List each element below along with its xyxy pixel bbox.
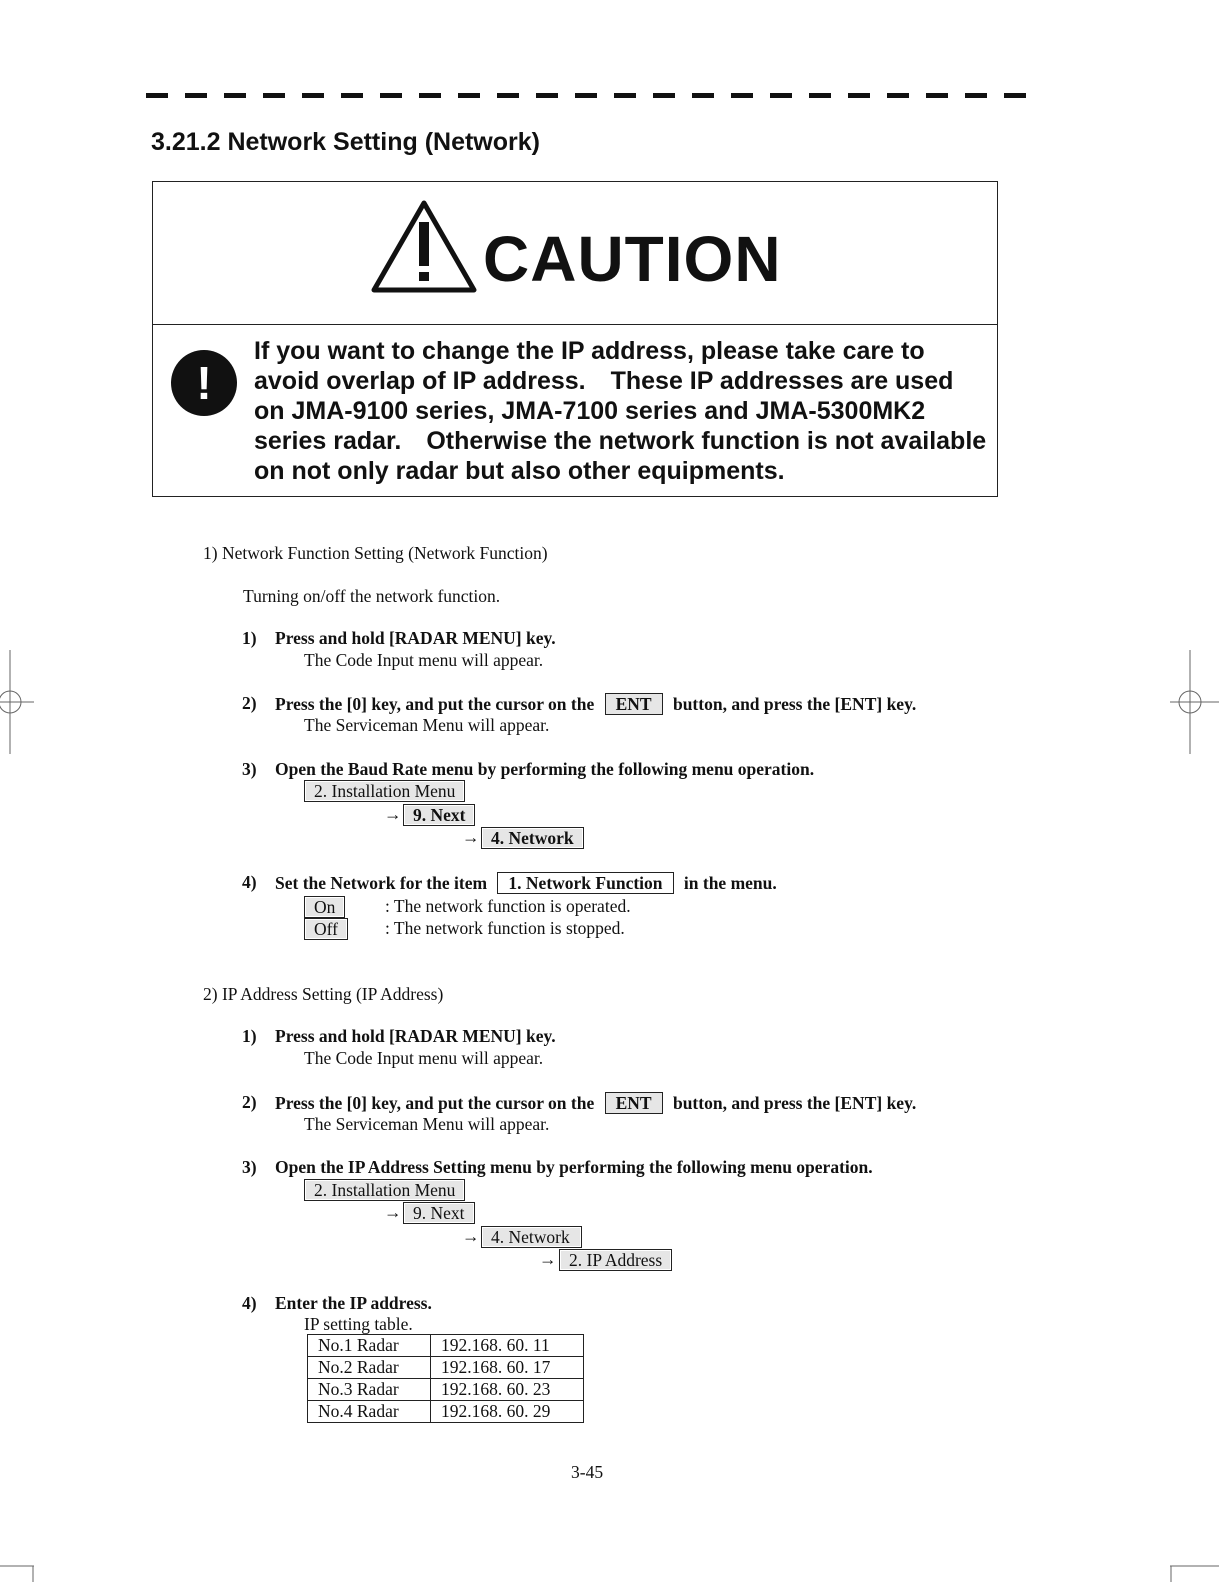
table-row <box>308 1379 584 1401</box>
header-dashed-rule <box>146 93 1026 98</box>
radar-name-cell: No.1 Radar <box>308 1335 431 1357</box>
option-on-desc: : The network function is operated. <box>385 896 631 916</box>
menu-next: 9. Next <box>403 1202 475 1224</box>
part2-step4-text: Enter the IP address. <box>275 1293 432 1313</box>
menu-installation: 2. Installation Menu <box>304 1179 465 1201</box>
part2-step4-num: 4) <box>242 1293 257 1313</box>
part2-step3-text: Open the IP Address Setting menu by performing the following menu operation. <box>275 1157 873 1177</box>
part1-intro: Turning on/off the network function. <box>243 586 501 606</box>
part1-step2-sub: The Serviceman Menu will appear. <box>304 715 550 735</box>
caution-text: If you want to change the IP address, please take care to avoid overlap of IP address. These IP addresses are used on JMA-9100 series, JMA-7100 series and JMA-5300MK2 series radar. Otherwise the network function is not available on not only radar but also other equipments. <box>254 337 987 485</box>
part1-step4-text <box>275 872 777 894</box>
arrow-icon: → <box>384 804 402 824</box>
table-row <box>308 1357 584 1379</box>
part1-step1-num: 1) <box>242 628 257 648</box>
part2-step2-after: button, and press the [ENT] key. <box>672 1093 917 1113</box>
radar-name-cell: No.2 Radar <box>308 1357 431 1379</box>
part2-step2-text <box>275 1092 916 1114</box>
caution-heading: CAUTION <box>483 223 782 295</box>
part1-step3-num: 3) <box>242 759 257 779</box>
menu-network: 4. Network <box>481 827 584 849</box>
menu-installation: 2. Installation Menu <box>304 780 465 802</box>
part1-step4-num: 4) <box>242 872 257 892</box>
ip-cell: 192.168. 60. 23 <box>431 1379 584 1401</box>
part2-step1-num: 1) <box>242 1026 257 1046</box>
table-row <box>308 1335 584 1357</box>
part1-title: 1) Network Function Setting (Network Function) <box>203 543 548 563</box>
arrow-icon: → <box>384 1202 402 1222</box>
part2-step2-sub: The Serviceman Menu will appear. <box>304 1114 550 1134</box>
option-on: On <box>304 896 345 918</box>
radar-name-cell: No.3 Radar <box>308 1379 431 1401</box>
menu-network: 4. Network <box>481 1226 582 1248</box>
crop-mark-bottom-right <box>1170 1562 1219 1582</box>
section-title: 3.21.2 Network Setting (Network) <box>151 128 540 156</box>
ip-cell: 192.168. 60. 29 <box>431 1401 584 1423</box>
part1-step2-after: button, and press the [ENT] key. <box>672 694 917 714</box>
part1-step1-sub: The Code Input menu will appear. <box>304 650 544 670</box>
part2-step2-num: 2) <box>242 1092 257 1112</box>
part2-title: 2) IP Address Setting (IP Address) <box>203 984 444 1004</box>
menu-next: 9. Next <box>403 804 475 826</box>
registration-mark-right <box>1170 650 1219 754</box>
radar-name-cell: No.4 Radar <box>308 1401 431 1423</box>
part2-step3-num: 3) <box>242 1157 257 1177</box>
warning-triangle-icon <box>370 198 478 296</box>
part1-step2-before: Press the [0] key, and put the cursor on the <box>275 694 595 714</box>
arrow-icon: → <box>539 1249 557 1269</box>
menu-ip-address: 2. IP Address <box>559 1249 672 1271</box>
exclamation-circle-icon: ! <box>171 350 237 416</box>
crop-mark-bottom-left <box>0 1562 34 1582</box>
part2-step2-before: Press the [0] key, and put the cursor on the <box>275 1093 595 1113</box>
part1-step1-text: Press and hold [RADAR MENU] key. <box>275 628 556 648</box>
part1-step4-before: Set the Network for the item <box>275 873 488 893</box>
arrow-icon: → <box>462 1226 480 1246</box>
part1-step2-num: 2) <box>242 693 257 713</box>
part1-step3-text: Open the Baud Rate menu by performing the following menu operation. <box>275 759 815 779</box>
table-row <box>308 1401 584 1423</box>
arrow-icon: → <box>462 827 480 847</box>
part2-step1-sub: The Code Input menu will appear. <box>304 1048 544 1068</box>
part2-step1-text: Press and hold [RADAR MENU] key. <box>275 1026 556 1046</box>
ip-setting-table <box>307 1334 584 1423</box>
part1-step2-text <box>275 693 916 715</box>
part1-step4-after: in the menu. <box>683 873 777 893</box>
option-off-desc: : The network function is stopped. <box>385 918 625 938</box>
ip-cell: 192.168. 60. 17 <box>431 1357 584 1379</box>
ent-key-label: ENT <box>605 693 663 715</box>
caution-header <box>153 182 997 325</box>
registration-mark-left <box>0 650 34 754</box>
ent-key-label: ENT <box>605 1092 663 1114</box>
ip-cell: 192.168. 60. 11 <box>431 1335 584 1357</box>
page-number: 3-45 <box>571 1462 604 1482</box>
ip-table-caption: IP setting table. <box>304 1314 413 1334</box>
network-function-key-label: 1. Network Function <box>497 872 673 894</box>
option-off: Off <box>304 918 348 940</box>
caution-box <box>152 181 998 497</box>
